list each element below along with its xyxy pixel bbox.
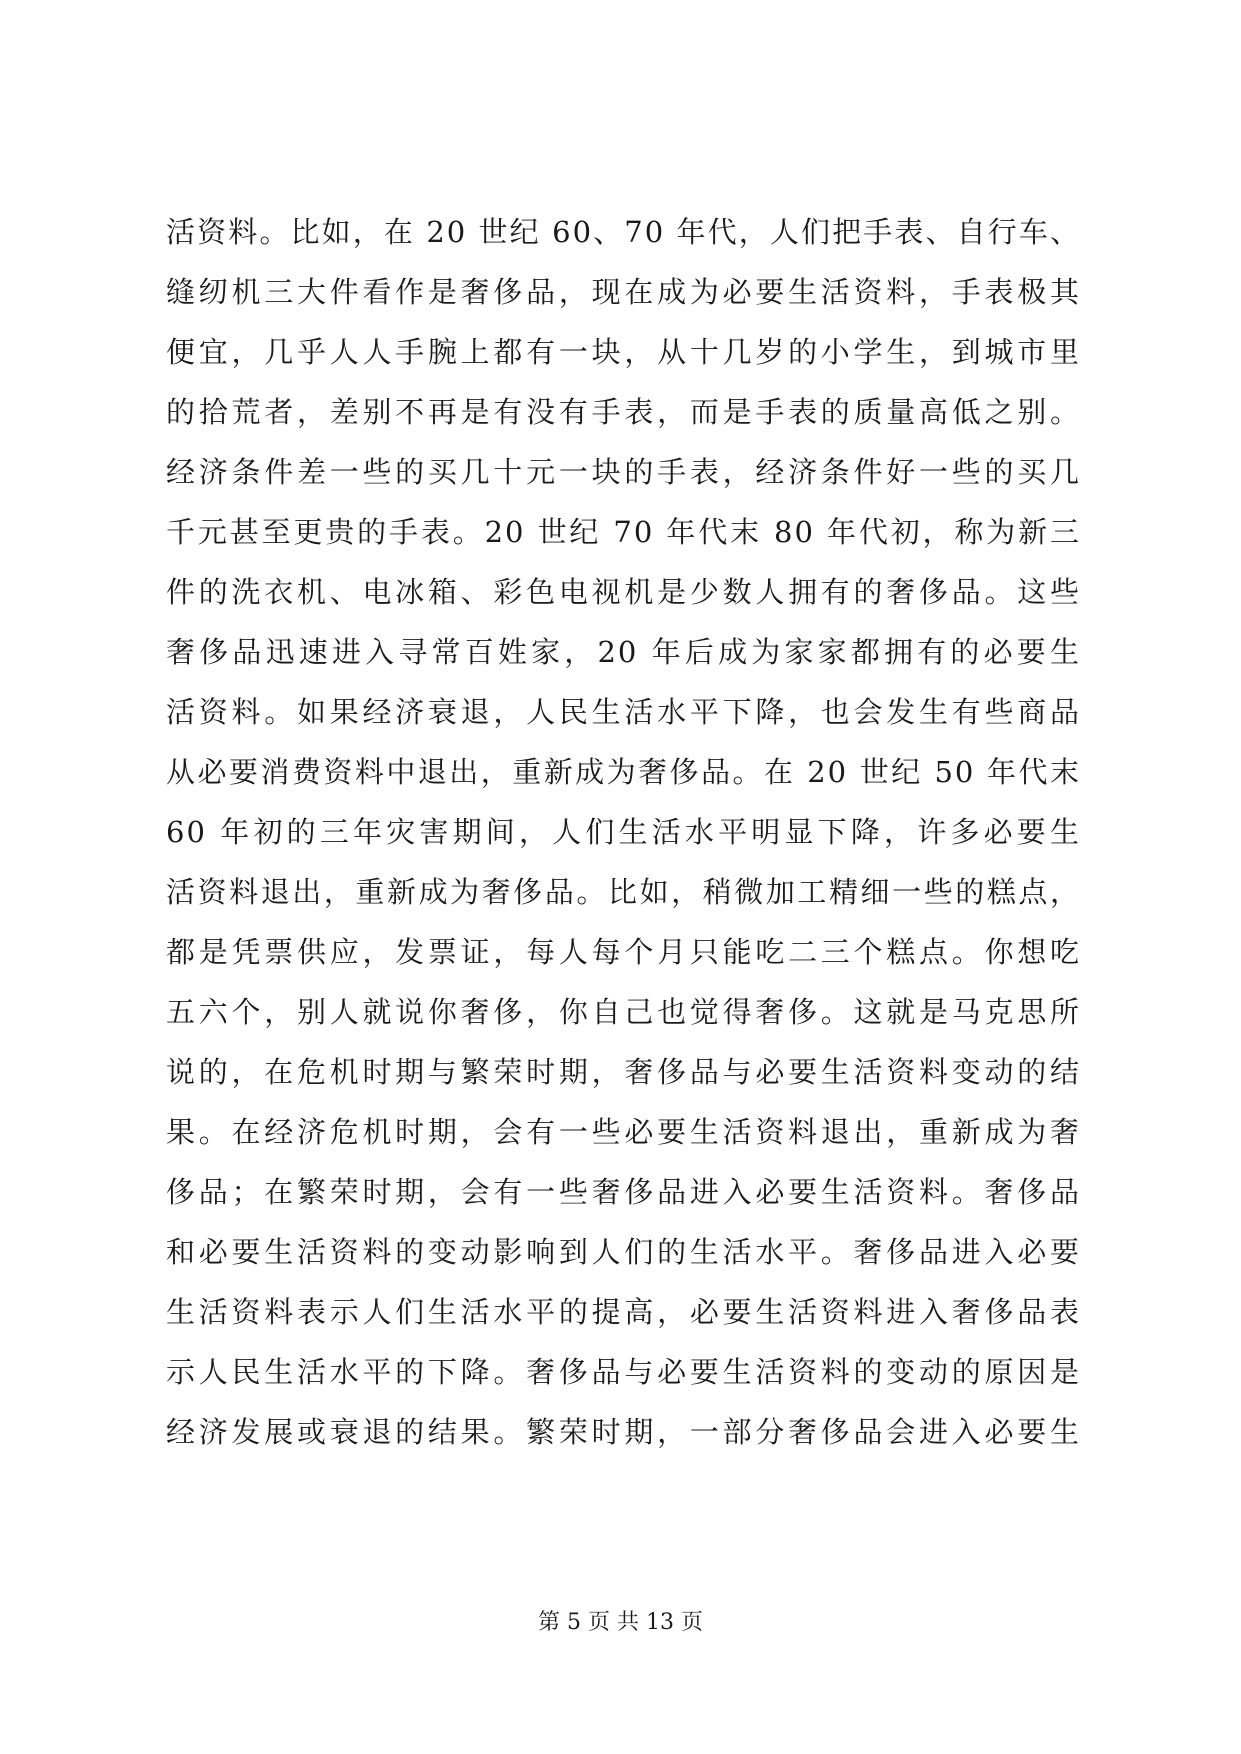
text-line: 侈品；在繁荣时期，会有一些奢侈品进入必要生活资料。奢侈品 (166, 1175, 1081, 1209)
text-line: 活资料退出，重新成为奢侈品。比如，稍微加工精细一些的糕点， (166, 875, 1081, 909)
text-line: 从必要消费资料中退出，重新成为奢侈品。在 20 世纪 50 年代末 (166, 755, 1081, 789)
text-line: 的拾荒者，差别不再是有没有手表，而是手表的质量高低之别。 (166, 395, 1081, 429)
text-line: 示人民生活水平的下降。奢侈品与必要生活资料的变动的原因是 (166, 1355, 1081, 1389)
text-line: 经济发展或衰退的结果。繁荣时期，一部分奢侈品会进入必要生 (166, 1415, 1081, 1449)
text-line: 和必要生活资料的变动影响到人们的生活水平。奢侈品进入必要 (166, 1235, 1081, 1269)
text-line: 都是凭票供应，发票证，每人每个月只能吃二三个糕点。你想吃 (166, 935, 1081, 969)
text-line: 件的洗衣机、电冰箱、彩色电视机是少数人拥有的奢侈品。这些 (166, 575, 1081, 609)
page-number-footer: 第 5 页 共 13 页 (538, 1610, 703, 1635)
text-line: 便宜，几乎人人手腕上都有一块，从十几岁的小学生，到城市里 (166, 335, 1081, 369)
text-line: 说的，在危机时期与繁荣时期，奢侈品与必要生活资料变动的结 (166, 1055, 1081, 1089)
text-line: 果。在经济危机时期，会有一些必要生活资料退出，重新成为奢 (166, 1115, 1081, 1149)
body-paragraph (166, 202, 1081, 1462)
text-line: 奢侈品迅速进入寻常百姓家，20 年后成为家家都拥有的必要生 (166, 635, 1081, 669)
text-line: 千元甚至更贵的手表。20 世纪 70 年代末 80 年代初，称为新三 (166, 515, 1081, 549)
text-line: 五六个，别人就说你奢侈，你自己也觉得奢侈。这就是马克思所 (166, 995, 1081, 1029)
text-line: 60 年初的三年灾害期间，人们生活水平明显下降，许多必要生 (166, 815, 1081, 849)
text-line: 活资料。比如，在 20 世纪 60、70 年代，人们把手表、自行车、 (166, 215, 1081, 249)
text-line: 缝纫机三大件看作是奢侈品，现在成为必要生活资料，手表极其 (166, 275, 1081, 309)
text-line: 生活资料表示人们生活水平的提高，必要生活资料进入奢侈品表 (166, 1295, 1081, 1329)
text-line: 经济条件差一些的买几十元一块的手表，经济条件好一些的买几 (166, 455, 1081, 489)
text-line: 活资料。如果经济衰退，人民生活水平下降，也会发生有些商品 (166, 695, 1081, 729)
